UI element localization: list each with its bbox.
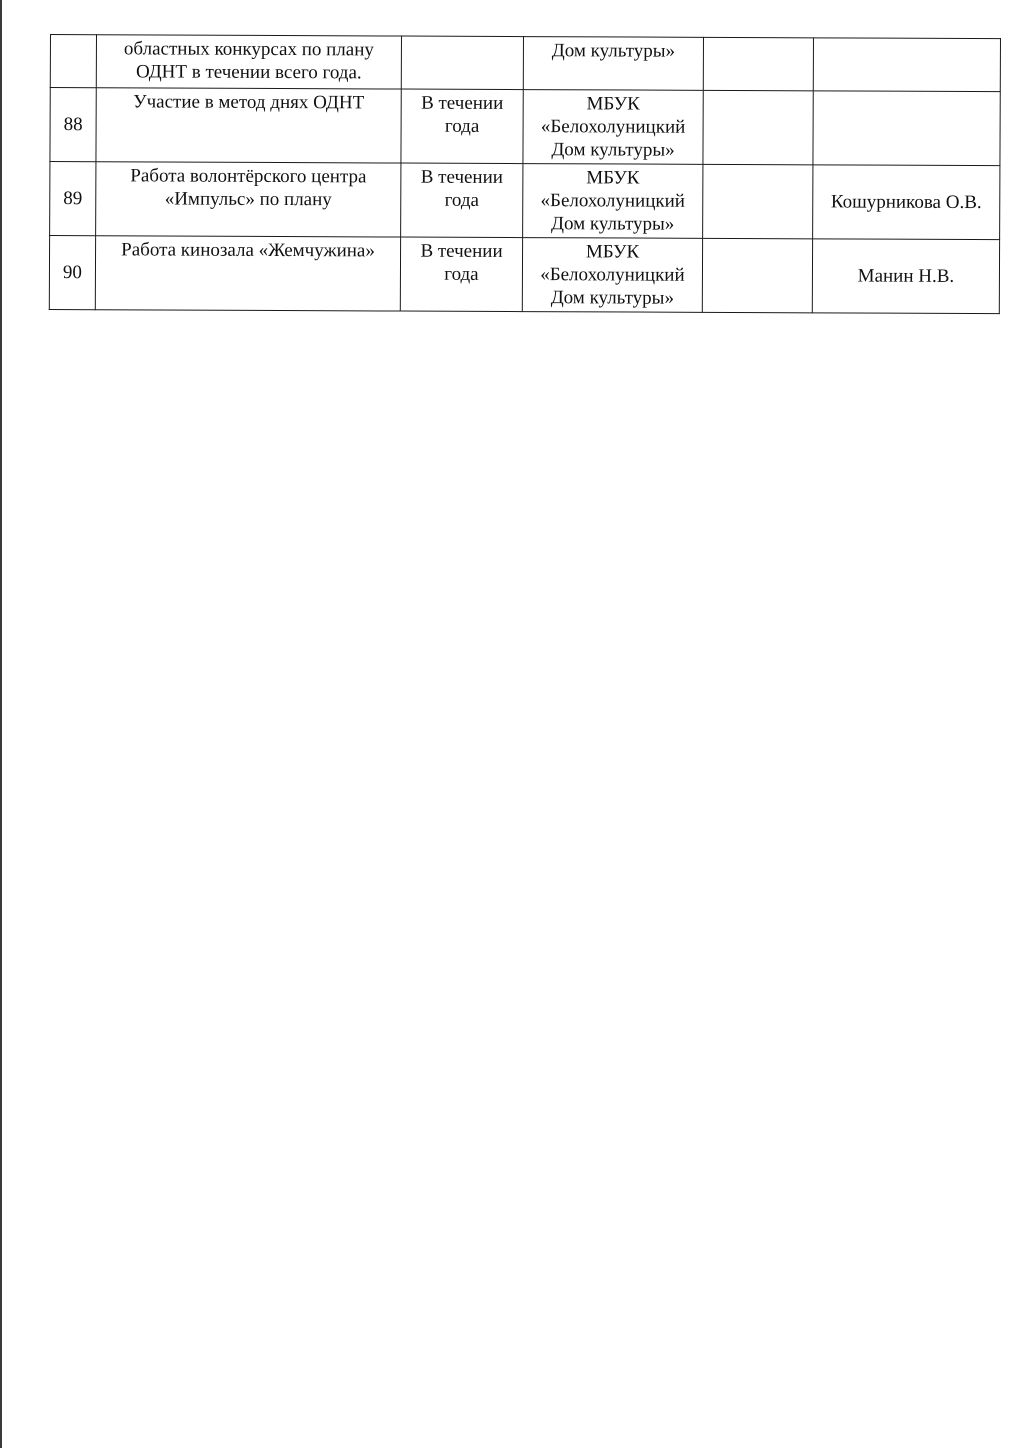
row-number: 90: [49, 236, 95, 310]
date-cell: В течении года: [401, 89, 523, 164]
responsible-cell: Кошурникова О.В.: [813, 165, 1000, 240]
blank-cell: [702, 238, 812, 312]
table-row: [50, 35, 1000, 92]
blank-cell: [703, 164, 813, 238]
event-cell: Работа кинозала «Жемчужина»: [95, 236, 400, 311]
row-number: [50, 35, 96, 88]
row-number: 89: [50, 162, 96, 236]
table-row: [50, 162, 1000, 240]
place-cell: МБУК «Белохолуницкий Дом культуры»: [523, 164, 703, 239]
event-cell: Работа волонтёрского центра «Импульс» по плану: [96, 162, 401, 237]
place-cell: МБУК «Белохолуницкий Дом культуры»: [523, 90, 703, 165]
events-plan-table: [49, 34, 1001, 314]
table-row: [49, 236, 999, 314]
blank-cell: [703, 90, 813, 164]
date-cell: В течении года: [400, 237, 522, 312]
responsible-cell: Манин Н.В.: [812, 239, 999, 314]
row-number: 88: [50, 88, 96, 162]
event-cell: областных конкурсах по плану ОДНТ в течении всего года.: [96, 35, 401, 89]
date-cell: В течении года: [401, 163, 523, 238]
responsible-cell: [813, 91, 1000, 166]
event-cell: Участие в метод днях ОДНТ: [96, 88, 401, 163]
blank-cell: [703, 37, 813, 90]
place-cell: Дом культуры»: [523, 37, 703, 91]
responsible-cell: [813, 38, 1000, 92]
table-row: [50, 88, 1000, 166]
place-cell: МБУК «Белохолуницкий Дом культуры»: [522, 238, 702, 313]
date-cell: [401, 36, 523, 90]
